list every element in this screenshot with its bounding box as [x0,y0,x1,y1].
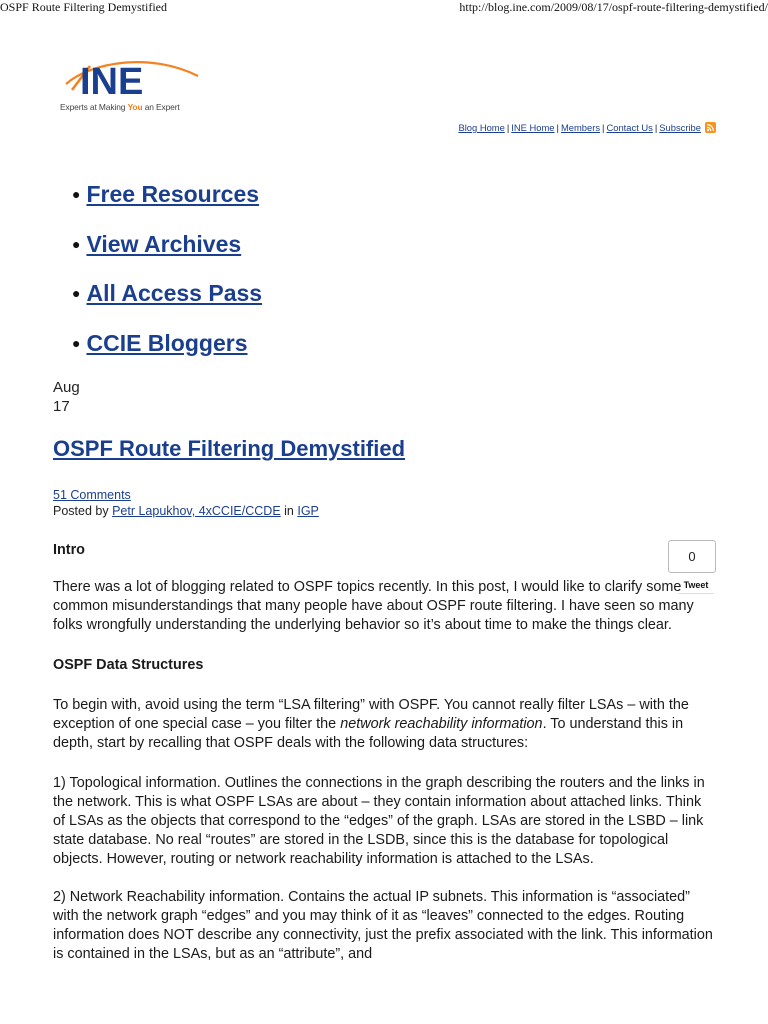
author-link[interactable]: Petr Lapukhov, 4xCCIE/CCDE [112,504,281,518]
separator: | [556,122,559,133]
paragraph-intro: There was a lot of blogging related to OSPF topics recently. In this post, I would like to clarify some common misunderstandings that many people have about OSPF route filtering. I have seen so many folks wrongfully understanding the underlying behavior so it’s about time to make the things clear. [53,579,694,633]
rss-icon[interactable] [705,122,716,133]
separator: | [602,122,605,133]
in-label: in [280,504,298,518]
ine-logo-text: INE [80,61,144,102]
print-page-url: http://blog.ine.com/2009/08/17/ospf-route-filtering-demystified/ [459,0,768,14]
print-header [0,0,768,16]
category-link[interactable]: IGP [297,504,319,518]
post-meta [53,487,319,519]
post-date-month: Aug [53,379,80,396]
post-date [53,378,80,416]
section-heading-data-structures: OSPF Data Structures [53,657,204,673]
ine-home-link[interactable]: INE Home [511,122,555,133]
nav-free-resources[interactable]: Free Resources [86,181,260,207]
bullet: ● [72,334,81,351]
main-nav [72,176,262,374]
blog-home-link[interactable]: Blog Home [458,122,505,133]
nav-item [72,176,262,226]
ine-logo-mark [56,54,206,102]
paragraph-reachability: 2) Network Reachability information. Contains the actual IP subnets. This information is “associated” with the network graph “edges” and you may think of it as “leaves” connected to the edges. Routing information does NOT describe any connectivity, just the prefix associated with the link. This information is contained in the LSAs, but as an “attribute”, and [53,889,713,962]
logo-tagline: Experts at Making You an Expert [60,102,180,112]
tweet-count: 0 [668,540,716,573]
nav-item [72,226,262,276]
post-title[interactable]: OSPF Route Filtering Demystified [53,436,406,461]
paragraph-topological: 1) Topological information. Outlines the connections in the graph describing the routers and the links in the network. This is what OSPF LSAs are about – they contain information about attached links. Think of LSAs as the objects that correspond to the “edges” of the graph. LSAs are stored in the LSBD – link state database. No real “routes” are stored in the LSDB, since this is the database for topological objects. However, routing or network reachability information is attached to the LSAs. [53,775,705,867]
bullet: ● [72,285,81,301]
bullet: ● [72,186,81,202]
posted-by-label: Posted by [53,504,113,518]
nav-item [72,325,262,375]
ine-logo[interactable] [56,54,216,116]
separator: | [654,122,658,133]
subscribe-link[interactable]: Subscribe [659,122,701,133]
section-heading-intro: Intro [53,542,85,558]
tweet-button[interactable]: Tweet [678,577,714,594]
contact-us-link[interactable]: Contact Us [606,122,653,133]
emphasis-text: network reachability information [340,716,543,732]
nav-all-access-pass[interactable]: All Access Pass [86,280,263,306]
members-link[interactable]: Members [560,122,601,133]
comments-link[interactable]: 51 Comments [53,488,131,502]
nav-ccie-bloggers[interactable]: CCIE Bloggers [86,329,248,356]
nav-view-archives[interactable]: View Archives [86,230,242,257]
nav-item [72,275,262,325]
separator: | [506,122,510,133]
top-links [458,122,716,133]
paragraph-data-structures: To begin with, avoid using the term “LSA filtering” with OSPF. You cannot really filter LSAs – with the exception of one special case – you filter the network reachability information. To understand this in depth, start by recalling that OSPF deals with the following data structures: [53,697,689,751]
print-page-title: OSPF Route Filtering Demystified [0,0,168,14]
bullet: ● [72,235,81,252]
post-body [53,541,715,964]
post-date-day: 17 [53,398,70,415]
